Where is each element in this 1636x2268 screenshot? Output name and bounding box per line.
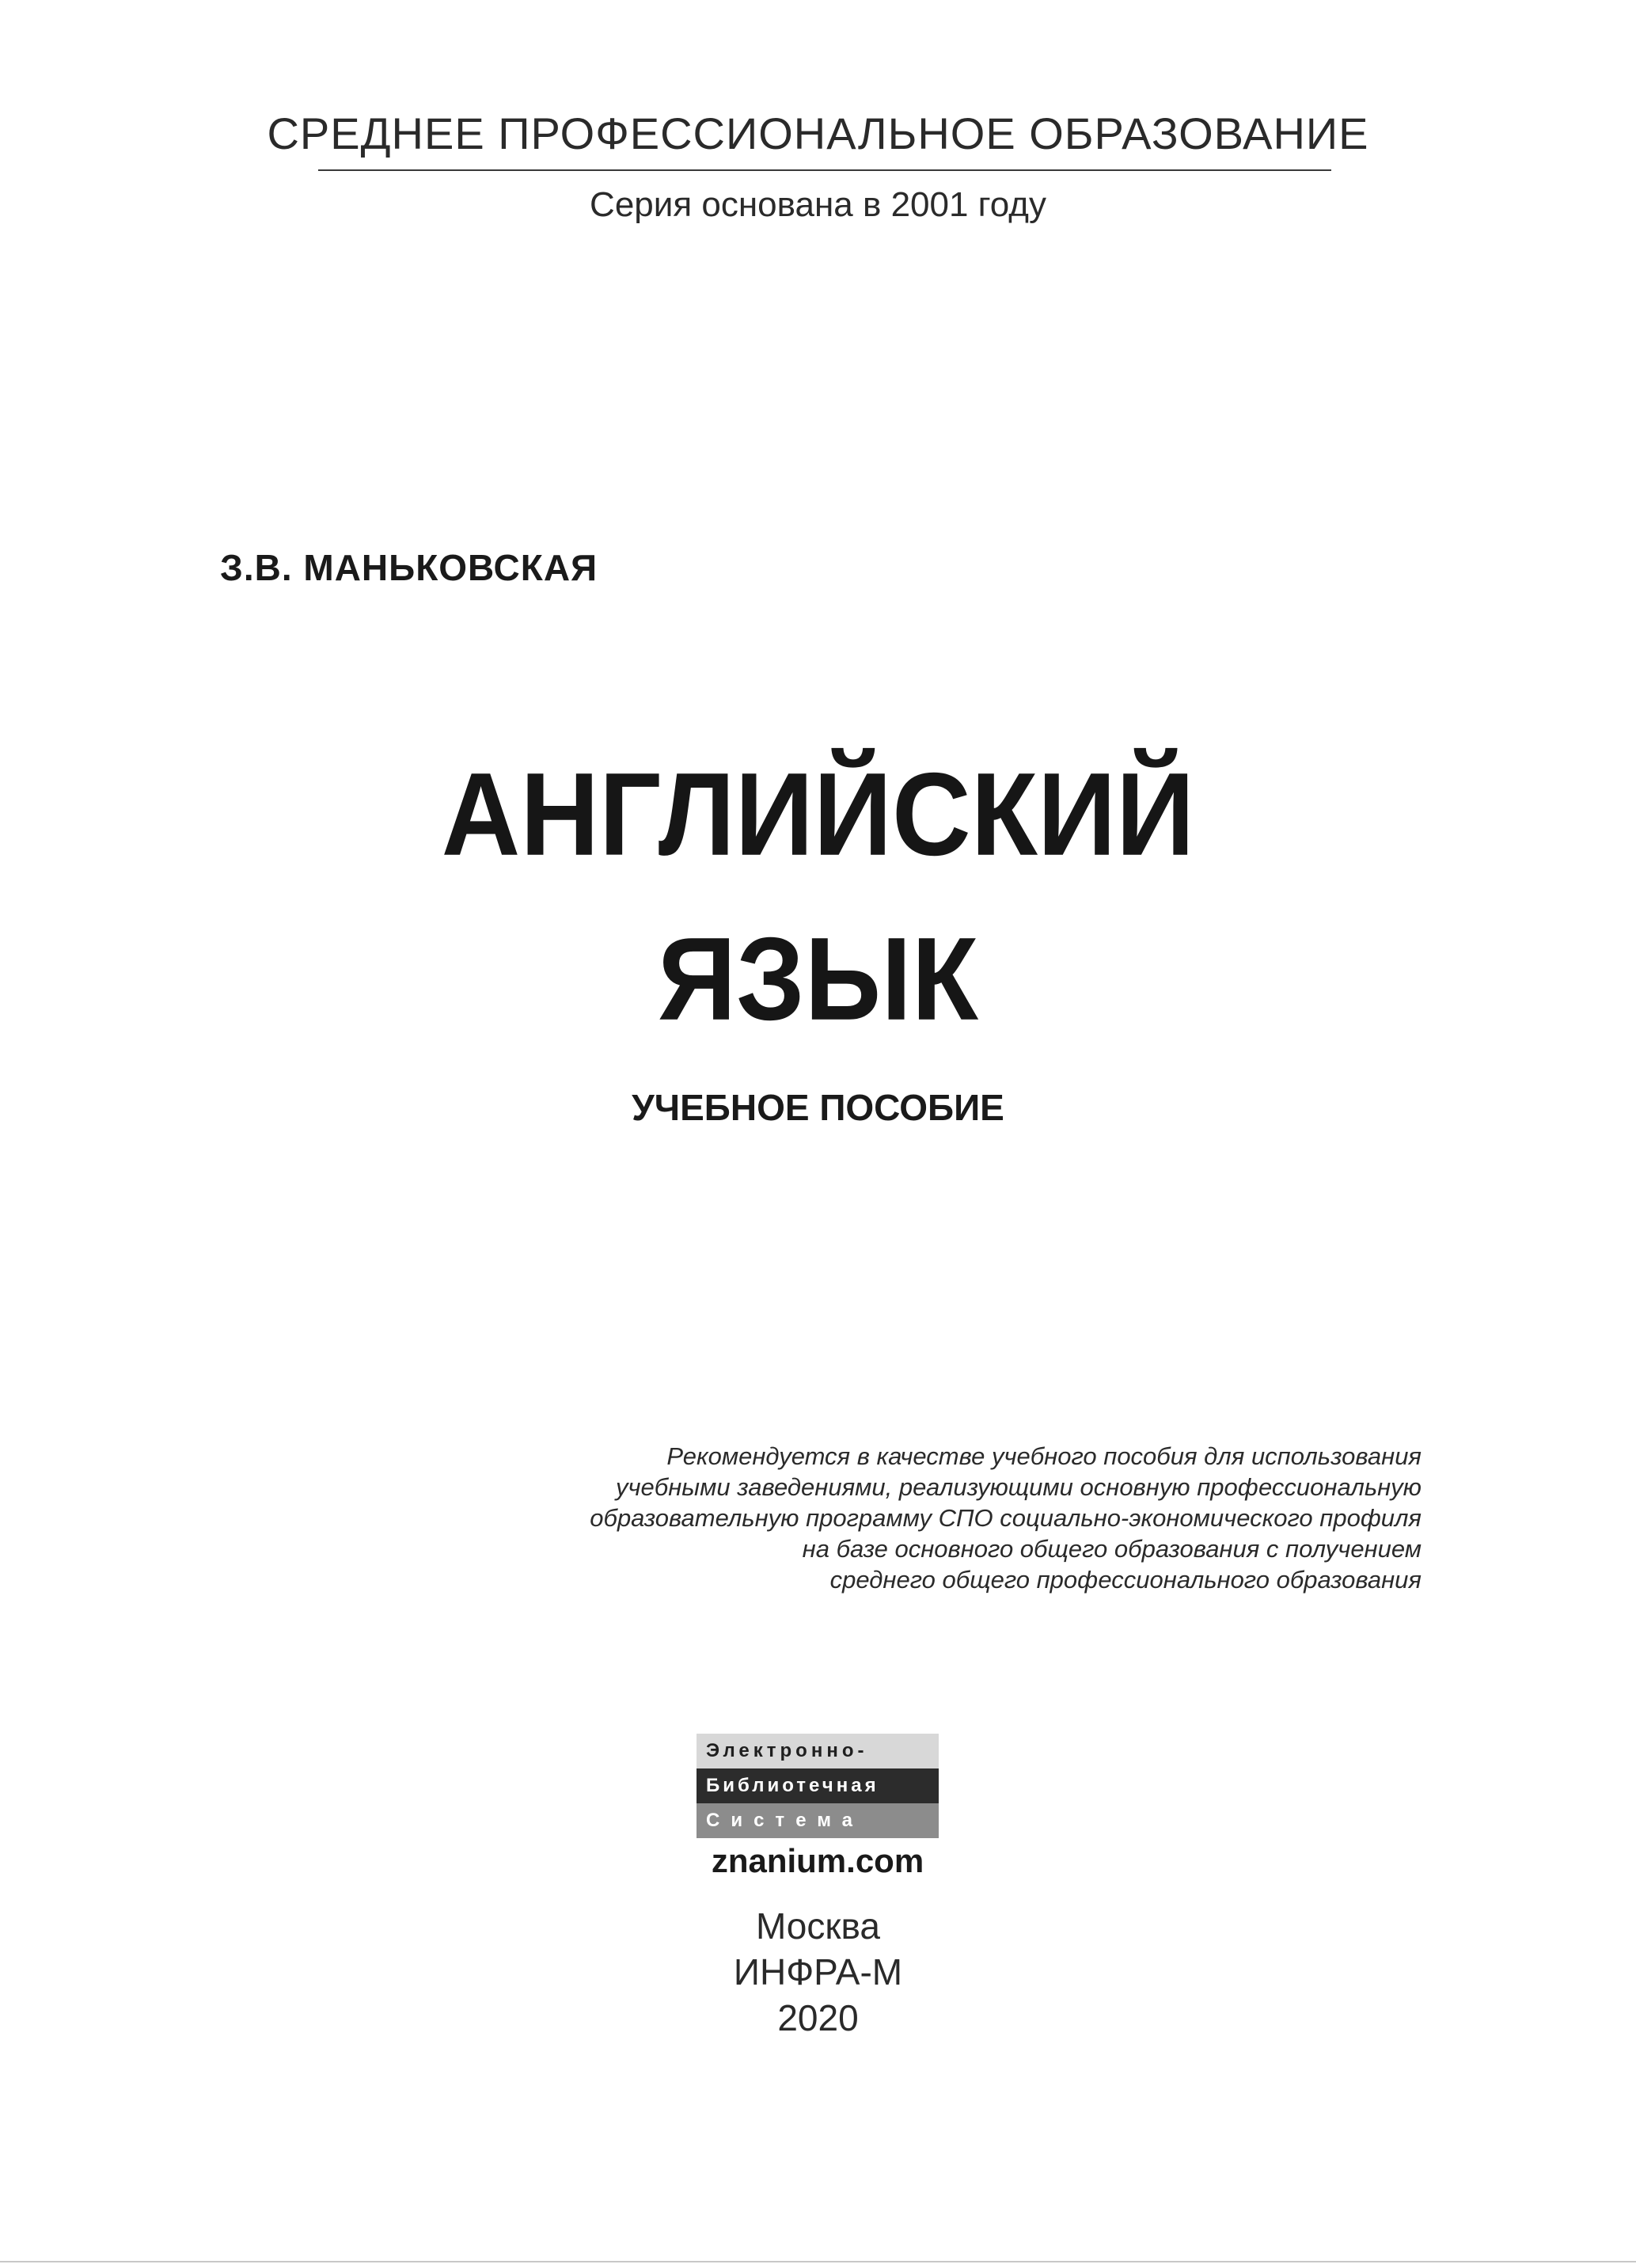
book-title-line-2: ЯЗЫК xyxy=(658,913,978,1046)
recommendation-line: Рекомендуется в качестве учебного пособия для использования xyxy=(666,1442,1422,1470)
recommendation-note xyxy=(443,1441,1422,1595)
imprint-year: 2020 xyxy=(777,1997,859,2038)
recommendation-line: среднего общего профессионального образования xyxy=(829,1566,1422,1594)
logo-band-electronic: Электронно- xyxy=(697,1734,939,1768)
logo-band-library: Библиотечная xyxy=(697,1768,939,1803)
recommendation-line: учебными заведениями, реализующими основную профессиональную xyxy=(616,1473,1422,1501)
logo-domain: znanium.com xyxy=(711,1842,924,1879)
logo-band-system: Система xyxy=(697,1803,939,1838)
imprint-city: Москва xyxy=(755,1905,881,1947)
series-founded-note: Серия основана в 2001 году xyxy=(590,185,1046,224)
recommendation-line: образовательную программу СПО социально-экономического профиля xyxy=(590,1504,1422,1532)
page-bottom-edge xyxy=(0,2261,1636,2262)
imprint-publisher: ИНФРА-М xyxy=(733,1951,903,1993)
series-divider xyxy=(318,169,1331,171)
recommendation-line: на базе основного общего образования с получением xyxy=(802,1535,1422,1563)
book-subtitle: УЧЕБНОЕ ПОСОБИЕ xyxy=(632,1087,1004,1128)
book-title-line-1: АНГЛИЙСКИЙ xyxy=(441,748,1195,881)
author-name: З.В. МАНЬКОВСКАЯ xyxy=(220,547,598,588)
series-title: СРЕДНЕЕ ПРОФЕССИОНАЛЬНОЕ ОБРАЗОВАНИЕ xyxy=(267,108,1369,158)
znanium-logo xyxy=(697,1734,939,1838)
